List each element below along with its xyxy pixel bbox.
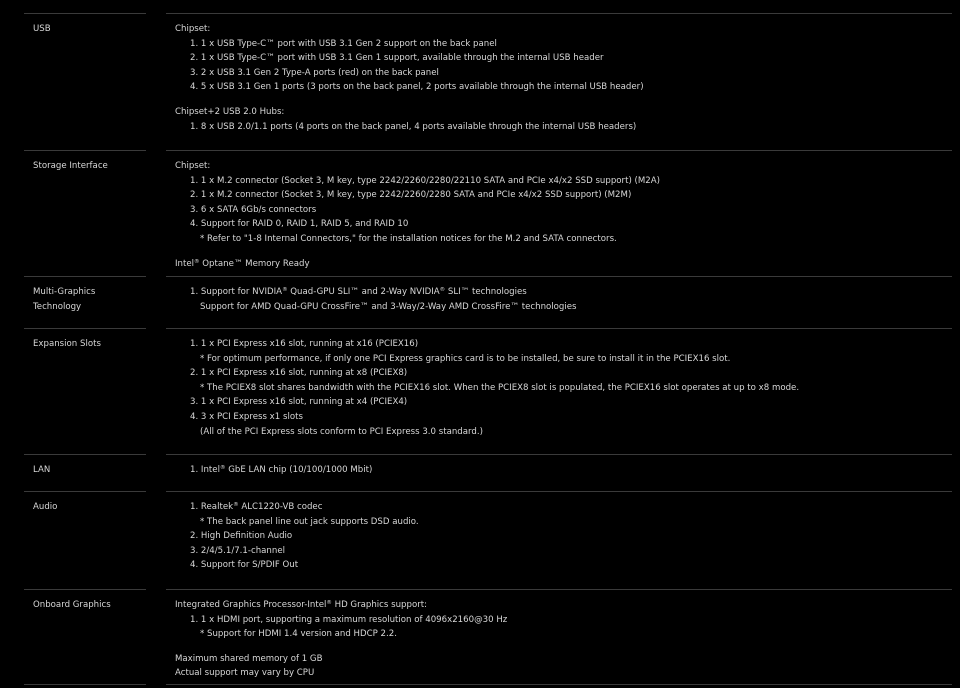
spec-content	[175, 337, 955, 439]
spec-text: GbE LAN chip (10/100/1000 Mbit)	[225, 465, 373, 475]
registered-mark: ®	[233, 502, 239, 508]
spec-line	[175, 159, 955, 174]
row-divider-left	[24, 684, 146, 685]
spec-text: 4. 3 x PCI Express x1 slots	[190, 411, 303, 422]
row-divider-left	[24, 491, 146, 492]
spec-text: SLI™ technologies	[445, 287, 527, 297]
spec-text: * Support for HDMI 1.4 version and HDCP 2.2.	[200, 629, 397, 640]
spec-line	[175, 105, 955, 120]
spec-line	[175, 613, 955, 628]
spec-line	[175, 174, 955, 189]
spec-text: Integrated Graphics Processor-Intel	[175, 600, 327, 610]
spec-line	[175, 37, 955, 52]
spec-text: Maximum shared memory of 1 GB	[175, 653, 323, 664]
spec-content	[175, 598, 955, 681]
spec-label-text: Onboard Graphics	[33, 600, 111, 610]
spec-label	[33, 463, 143, 478]
spec-line	[175, 652, 955, 667]
spacer	[175, 95, 955, 105]
spec-line	[175, 381, 955, 396]
spec-text: 3. 2/4/5.1/7.1-channel	[190, 545, 285, 556]
spec-line	[175, 410, 955, 425]
spec-label-text: LAN	[33, 465, 51, 475]
registered-mark: ®	[282, 287, 288, 293]
spec-label-text: Multi-Graphics	[33, 287, 96, 297]
spec-text: 1. 1 x HDMI port, supporting a maximum resolution of 4096x2160@30 Hz	[190, 614, 508, 625]
row-divider-left	[24, 328, 146, 329]
spec-line	[175, 120, 955, 135]
spec-line	[175, 529, 955, 544]
spec-label-text: Storage Interface	[33, 161, 108, 171]
spec-text: Support for AMD Quad-GPU CrossFire™ and 3-Way/2-Way AMD CrossFire™ technologies	[200, 301, 577, 312]
spec-line	[175, 544, 955, 559]
spec-text: Actual support may vary by CPU	[175, 668, 315, 679]
spec-line	[175, 66, 955, 81]
spec-line	[175, 285, 955, 300]
spec-line	[175, 500, 955, 515]
spec-label	[33, 159, 143, 174]
spec-text: 2. High Definition Audio	[190, 531, 293, 542]
spec-content	[175, 463, 955, 478]
spec-text: 4. Support for S/PDIF Out	[190, 560, 299, 571]
spec-line	[175, 366, 955, 381]
spec-text: Quad-GPU SLI™ and 2-Way NVIDIA	[287, 287, 440, 297]
row-divider-left	[24, 13, 146, 14]
spec-text: Chipset:	[175, 161, 211, 171]
row-divider-right	[166, 589, 952, 590]
row-divider-right	[166, 276, 952, 277]
spec-text: 4. Support for RAID 0, RAID 1, RAID 5, and RAID 10	[190, 219, 409, 230]
spec-line	[175, 203, 955, 218]
spec-line	[175, 515, 955, 530]
registered-mark: ®	[326, 600, 332, 606]
row-divider-right	[166, 150, 952, 151]
spec-text: 2. 1 x M.2 connector (Socket 3, M key, type 2242/2260/2280 SATA and PCIe x4/x2 SSD support) (M2M)	[190, 190, 632, 201]
spec-line	[175, 80, 955, 95]
spec-text: * Refer to "1-8 Internal Connectors," for the installation notices for the M.2 and SATA connectors.	[200, 233, 617, 244]
row-divider-right	[166, 454, 952, 455]
spec-label	[33, 22, 143, 37]
spec-text: * The back panel line out jack supports DSD audio.	[200, 516, 419, 527]
spec-label	[33, 598, 143, 613]
spec-text: 2. 1 x USB Type-C™ port with USB 3.1 Gen 1 support, available through the internal USB header	[190, 53, 604, 64]
spec-text: Chipset+2 USB 2.0 Hubs:	[175, 106, 285, 117]
spec-text: * The PCIEX8 slot shares bandwidth with the PCIEX16 slot. When the PCIEX8 slot is populated, the PCIEX16 slot operates at up to x8 mode.	[200, 382, 800, 393]
registered-mark: ®	[439, 287, 446, 293]
spec-content	[175, 159, 955, 271]
spec-text: Chipset:	[175, 24, 211, 34]
row-divider-right	[166, 13, 952, 14]
spec-line	[175, 666, 955, 681]
spec-content	[175, 22, 955, 134]
spec-line	[175, 598, 955, 613]
spec-label-text: Technology	[33, 301, 82, 312]
row-divider-right	[166, 328, 952, 329]
registered-mark: ®	[219, 465, 226, 471]
spec-text: 1. 1 x M.2 connector (Socket 3, M key, type 2242/2260/2280/22110 SATA and PCIe x4/x2 SSD support) (M2A)	[190, 175, 660, 186]
registered-mark: ®	[194, 258, 200, 265]
spec-text: 3. 6 x SATA 6Gb/s connectors	[190, 204, 317, 215]
spec-line	[175, 232, 955, 247]
spec-line	[175, 463, 955, 478]
spec-text: 1. 1 x USB Type-C™ port with USB 3.1 Gen 2 support on the back panel	[190, 38, 497, 49]
row-divider-left	[24, 276, 146, 277]
spec-text: (All of the PCI Express slots conform to PCI Express 3.0 standard.)	[200, 426, 483, 437]
spec-line	[175, 257, 955, 272]
spec-line	[175, 188, 955, 203]
row-divider-right	[166, 684, 952, 685]
spec-line	[175, 395, 955, 410]
spec-text: HD Graphics support:	[331, 600, 428, 610]
row-divider-left	[24, 150, 146, 151]
spec-line	[175, 51, 955, 66]
spec-text: ALC1220-VB codec	[238, 502, 323, 512]
spec-text: 1. 8 x USB 2.0/1.1 ports (4 ports on the back panel, 4 ports available through the internal USB headers)	[190, 121, 637, 132]
spacer	[175, 247, 955, 257]
row-divider-left	[24, 454, 146, 455]
spec-line	[175, 425, 955, 440]
spec-text: 2. 1 x PCI Express x16 slot, running at x8 (PCIEX8)	[190, 368, 408, 379]
spec-line	[175, 627, 955, 642]
spec-line	[175, 300, 955, 315]
spec-text: 1. 1 x PCI Express x16 slot, running at x16 (PCIEX16)	[190, 339, 419, 349]
spec-text: 1. Intel	[190, 465, 220, 475]
spec-line	[175, 217, 955, 232]
spec-text: 3. 1 x PCI Express x16 slot, running at x4 (PCIEX4)	[190, 397, 408, 408]
row-divider-left	[24, 589, 146, 590]
spec-text: 4. 5 x USB 3.1 Gen 1 ports (3 ports on the back panel, 2 ports available through the internal USB header)	[190, 82, 644, 93]
spec-label-text: Expansion Slots	[33, 339, 101, 349]
spec-text: Intel	[175, 258, 195, 269]
spec-line	[175, 352, 955, 367]
spec-text: 1. Support for NVIDIA	[190, 287, 283, 297]
spec-label-text: USB	[33, 24, 51, 34]
spec-content	[175, 285, 955, 314]
spec-text: * For optimum performance, if only one PCI Express graphics card is to be installed, be sure to install it in the PCIEX16 slot.	[200, 353, 731, 364]
spec-text: Optane™ Memory Ready	[199, 258, 310, 269]
spec-line	[175, 337, 955, 352]
spec-label	[33, 500, 143, 515]
spacer	[175, 642, 955, 652]
spec-text: 1. Realtek	[190, 502, 234, 512]
row-divider-right	[166, 491, 952, 492]
spec-label-text: Audio	[33, 502, 58, 512]
spec-content	[175, 500, 955, 573]
spec-label	[33, 285, 143, 314]
spec-line	[175, 558, 955, 573]
spec-text: 3. 2 x USB 3.1 Gen 2 Type-A ports (red) on the back panel	[190, 67, 439, 78]
spec-label	[33, 337, 143, 352]
spec-line	[175, 22, 955, 37]
